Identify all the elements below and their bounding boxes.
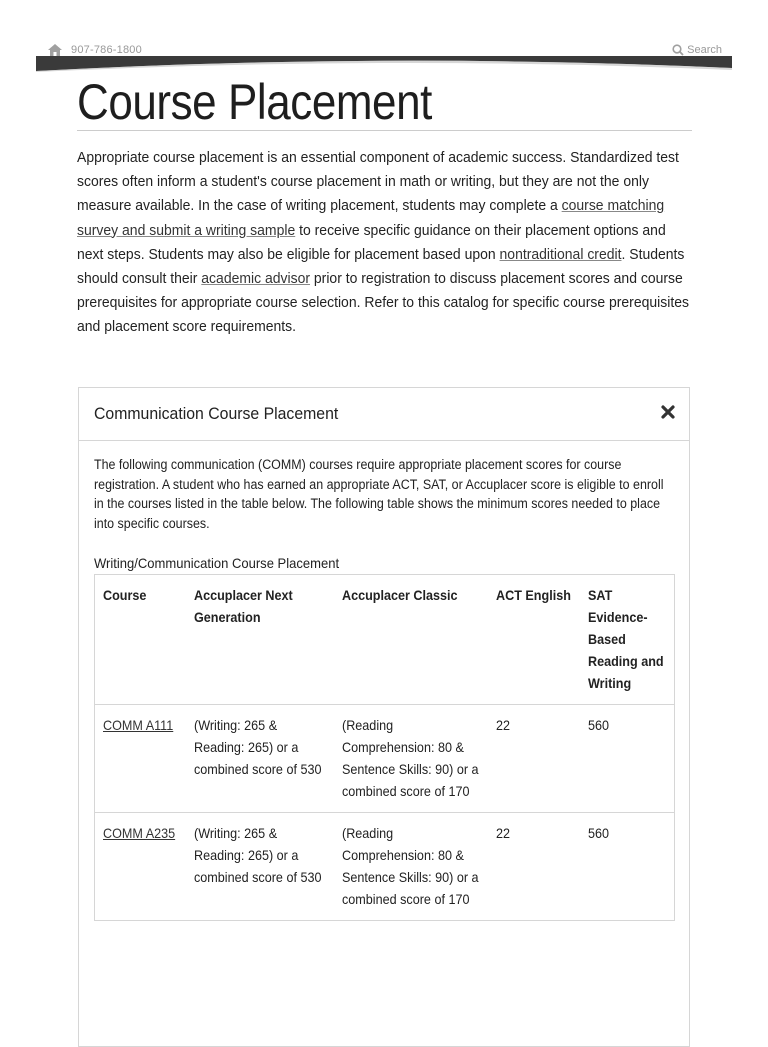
page-title: Course Placement	[77, 74, 432, 130]
table-row	[95, 705, 675, 813]
intro-text: . Students should consult their	[77, 245, 685, 288]
panel-body	[79, 441, 689, 921]
intro-text: prior to registration to discuss placement scores and course prerequisites for appropriate course selection. Refer to this catalog for specific course prerequisites and placement score requirements.	[77, 270, 689, 336]
column-header: SAT Evidence-Based Reading and Writing	[587, 587, 664, 692]
placement-table	[94, 574, 675, 921]
column-header: ACT English	[495, 587, 571, 604]
accuplacer-classic-score: (Reading Comprehension: 80 & Sentence Skills: 90) or a combined score of 170	[341, 717, 479, 800]
column-header: Accuplacer Next Generation	[194, 587, 294, 626]
table-header-row	[95, 575, 675, 705]
academic-advisor-link[interactable]: academic advisor	[201, 270, 311, 288]
column-header: Accuplacer Classic	[341, 587, 458, 604]
nontraditional-credit-link[interactable]: nontraditional credit	[499, 245, 622, 263]
panel-header[interactable]	[79, 388, 689, 441]
search-label: Search	[687, 44, 722, 56]
intro-text: Appropriate course placement is an essential component of academic success. Standardized test scores often inform a student's course placement in math or writing, but they are not the only measure available. In the case of writing placement, students may complete a	[77, 149, 679, 215]
act-english-score: 22	[495, 717, 510, 734]
phone-number: 907-786-1800	[71, 44, 142, 56]
act-english-score: 22	[495, 825, 510, 842]
accuplacer-classic-score: (Reading Comprehension: 80 & Sentence Skills: 90) or a combined score of 170	[341, 825, 479, 908]
accuplacer-next-gen-score: (Writing: 265 & Reading: 265) or a combined score of 530	[194, 717, 322, 778]
intro-paragraph	[77, 146, 695, 340]
writing-sample-link[interactable]: course matching survey and submit a writing sample	[77, 197, 665, 239]
sat-ebrw-score: 560	[587, 825, 609, 842]
column-header: Course	[103, 587, 147, 604]
course-link[interactable]: COMM A111	[103, 717, 174, 734]
close-icon[interactable]	[659, 403, 677, 421]
intro-text: to receive specific guidance on their placement options and next steps. Students may also be eligible for placement based upon	[77, 221, 666, 263]
table-caption: Writing/Communication Course Placement	[94, 555, 340, 572]
panel-title: Communication Course Placement	[94, 404, 339, 423]
communication-placement-panel	[78, 387, 690, 1047]
accuplacer-next-gen-score: (Writing: 265 & Reading: 265) or a combined score of 530	[194, 825, 322, 886]
table-row	[95, 813, 675, 921]
title-divider	[77, 130, 692, 131]
sat-ebrw-score: 560	[587, 717, 609, 734]
panel-description: The following communication (COMM) courses require appropriate placement scores for course registration. A student who has earned an appropriate ACT, SAT, or Accuplacer score is eligible to enroll in the courses listed in the table below. The following table shows the minimum scores needed to place into specific courses.	[94, 457, 664, 531]
course-link[interactable]: COMM A235	[103, 825, 176, 842]
header-band	[36, 54, 732, 72]
